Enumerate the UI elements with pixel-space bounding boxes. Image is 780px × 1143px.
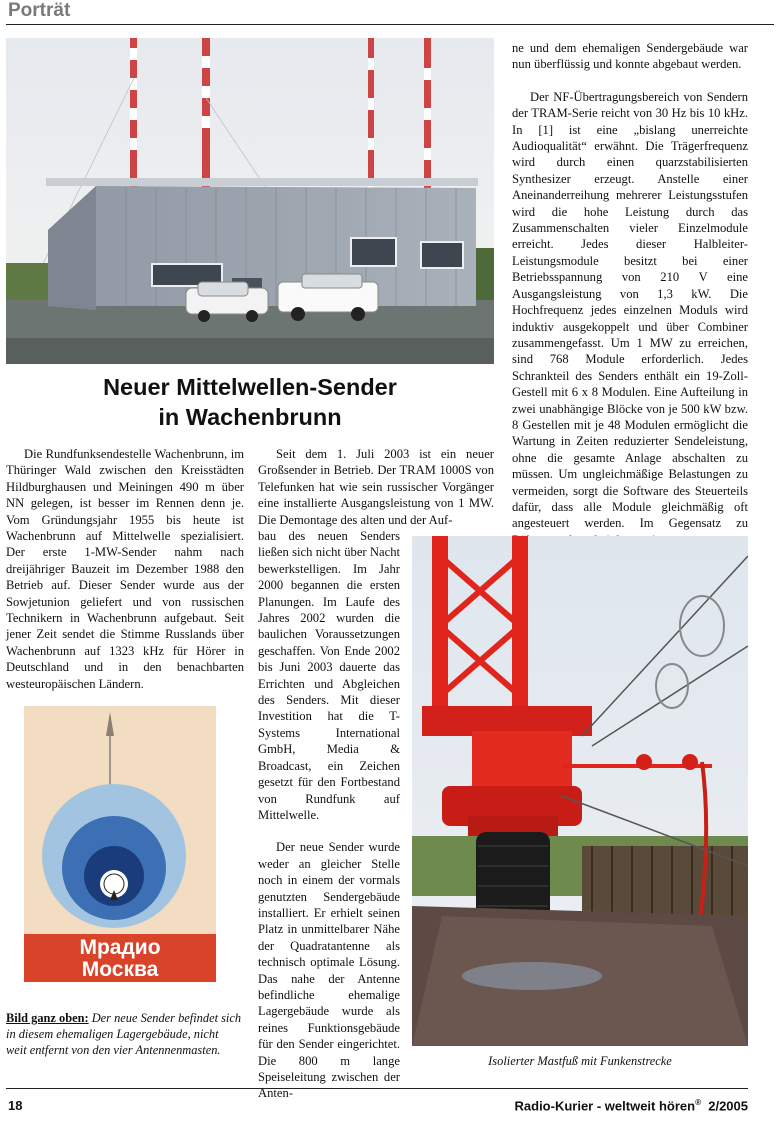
building-photo-graphic — [6, 38, 494, 364]
radio-moskau-logo — [24, 706, 216, 982]
column-2-narrow — [258, 528, 400, 1102]
magazine-name: Radio-Kurier - weltweit hören — [514, 1098, 696, 1114]
title-line-1: Neuer Mittelwellen-Sender — [103, 374, 397, 400]
caption-mast-foot: Isolierter Mastfuß mit Funkenstrecke — [488, 1054, 672, 1068]
column-2-top — [258, 446, 494, 528]
mast-foot-photo-graphic — [412, 536, 748, 1046]
caption-building-text: Der neue Sender befindet sich in diesem ehemaligen Lagergebäude, nicht weit entfernt von den vier Antennenmasten. — [6, 1011, 242, 1057]
page-footer — [6, 1088, 748, 1115]
col2-paragraph-1b: bau des neuen Senders ließen sich nicht über Nacht bewerkstelligen. Im Jahr 2000 begannen die ersten Planungen. Im Laufe des Jahres 2002 wurden die baulichen Voraussetzungen geschaffen. Von Ende 2002 bis Juni 2003 dauerte das Errichten und Abgleichen des Senders. Mit dieser Investition hat die T-Systems International GmbH, Media & Broadcast, ein Zeichen gesetzt für den Fortbestand von Rundfunk auf Mittelwelle. — [258, 529, 400, 822]
col2-paragraph-2: Der neue Sender wurde weder an gleicher Stelle noch in einem der vormals genutzten Sendergebäude installiert. Er erhielt seinen Platz in unmittelbarer Nähe der Quadratantenne als technisch optimale Lösung. Das nahe der Antenne befindliche ehemalige Lagergebäude wurde als reines Funktionsgebäude für den Sender eingerichtet. Die 800 m lange Speiseleitung zwischen der Anten- — [258, 840, 400, 1101]
title-line-2: in Wachenbrunn — [158, 404, 342, 430]
building-photo — [6, 38, 494, 364]
magazine-info — [515, 1098, 748, 1113]
caption-building — [6, 1010, 242, 1058]
section-label: Porträt — [8, 0, 71, 21]
article-title — [6, 372, 494, 432]
col1-paragraph-1: Die Rundfunksendestelle Wachenbrunn, im Thüringer Wald zwischen den Kreisstädten Hildburghausen und Meiningen 490 m über NN gelegen, ist besser im Rennen denn je. Vom Gründungsjahr 1955 bis heute ist Wachenbrunn auf Mittelwelle spezialisiert. Der erste 1-MW-Sender nahm nach dreijähriger Bauzeit im Dezember 1988 den Betrieb auf. Dieser Sender wurde aus der Sowjetunion geliefert und von russischen Technikern in Wachenbrunn aufgebaut. Seit jener Zeit sendet die Stimme Russlands über Wachenbrunn auf 1323 kHz für Hörer in Deutschland und in den benachbarten westeuropäischen Ländern. — [6, 447, 244, 691]
issue-number: 2/2005 — [708, 1098, 748, 1114]
logo-line-1: Mрадио — [79, 936, 161, 959]
col2-paragraph-1a: Seit dem 1. Juli 2003 ist ein neuer Großsender in Betrieb. Der TRAM 1000S von Telefunken hat wie sein russischer Vorgänger eine installierte Ausgangsleistung von 1 MW. Die Demontage des alten und der Auf- — [258, 447, 494, 527]
page-header — [6, 0, 774, 25]
logo-line-2: Mосква — [81, 958, 159, 981]
col3-paragraph-1: Der NF-Übertragungsbereich von Sendern der TRAM-Serie reicht von 30 Hz bis 10 kHz. In [1] ist eine „bislang unerreichte Audioqualität“ erwähnt. Die Trägerfrequenz wird durch einen quarzstabilisierten Synthesizer erzeugt. Anstelle einer Aneinanderreihung mehrerer Leistungsstufen wird die hohe Leistung durch das Zusammenschalten vieler Einzelmodule erreicht. Jedes dieser Halbleiter-Leistungsmodule besitzt bei einer Betriebsspannung von 210 V eine Ausgangsleistung von 1,3 kW. Die Hochfrequenz jedes einzelnen Moduls wird induktiv ausgekoppelt und über Combiner zusammengefasst. Um 1 MW zu erreichen, sind 768 Module erforderlich. Jedes Schrankteil des Senders enthält ein 19-Zoll-Gestell mit 6 x 8 Modulen. Eine Aufteilung in zwei unabhängige Blöcke von je 500 kW bzw. 8 Gestellen mit je 48 Modulen ermöglicht die Wartung in Zeiten reduzierter Sendeleistung, ohne die gesamte Anlage abschalten zu müssen. Um ungleichmäßige Belastungen zu vermeiden, sorgt die Software des Steuerteils dafür, dass alle Module gleichmäßig oft angesteuert werden. Im Gegensatz zu — [512, 89, 748, 531]
registered-mark: ® — [695, 1098, 701, 1107]
caption-building-label: Bild ganz oben: — [6, 1011, 89, 1025]
radio-moskau-logo-graphic — [24, 706, 216, 982]
column-1 — [6, 446, 244, 692]
page-number: 18 — [8, 1098, 23, 1113]
mast-foot-photo — [412, 536, 748, 1046]
column-3 — [512, 40, 748, 548]
col3-paragraph-0: ne und dem ehemaligen Sendergebäude war nun überflüssig und konnte abgebaut werden. — [512, 41, 748, 72]
